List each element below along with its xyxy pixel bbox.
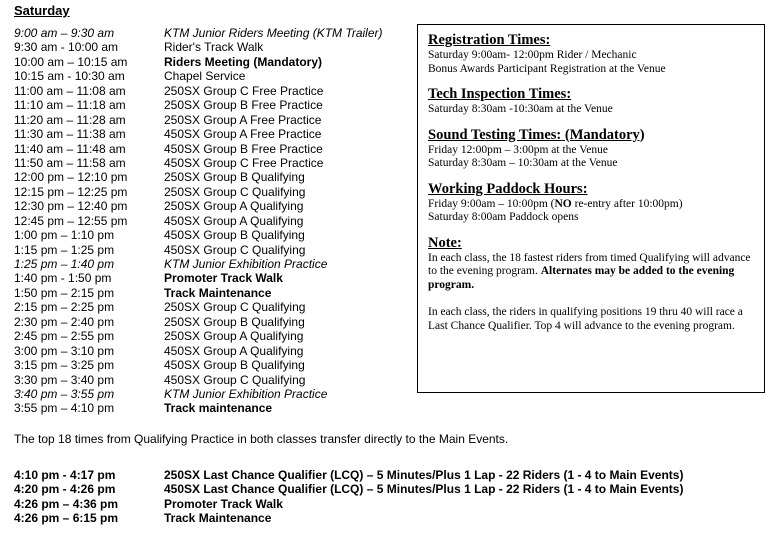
sound-title-main: Sound Testing Times:: [428, 126, 562, 143]
schedule-event: 450SX Group C Qualifying: [164, 242, 306, 257]
schedule-row: [14, 329, 414, 343]
registration-section: [428, 32, 754, 76]
schedule-event: 250SX Group B Qualifying: [164, 170, 305, 185]
schedule-time: 12:00 pm – 12:10 pm: [14, 170, 128, 185]
schedule-time: 12:30 pm – 12:40 pm: [14, 199, 128, 214]
schedule-row: [14, 98, 414, 112]
schedule-row: [14, 69, 414, 83]
schedule-event: 450SX Group A Qualifying: [164, 343, 304, 358]
schedule-time: 3:55 pm – 4:10 pm: [14, 401, 115, 416]
schedule-time: 2:15 pm – 2:25 pm: [14, 300, 115, 315]
tech-section: [428, 86, 754, 117]
schedule-time: 11:50 am – 11:58 am: [14, 155, 126, 170]
schedule-event: 250SX Group C Qualifying: [164, 300, 306, 315]
schedule-row: [14, 401, 414, 415]
schedule-event: 250SX Group B Free Practice: [164, 98, 323, 113]
schedule-row: [14, 358, 414, 372]
schedule-time: 11:10 am – 11:18 am: [14, 98, 126, 113]
note-title: Note:: [428, 234, 462, 251]
schedule-time: 1:40 pm - 1:50 pm: [14, 271, 112, 286]
schedule-time: 12:45 pm – 12:55 pm: [14, 213, 128, 228]
qualifying-summary: The top 18 times from Qualifying Practice in both classes transfer directly to the Main Events.: [14, 432, 509, 446]
note-para-a: In each class, the 18 fastest riders from timed Qualifying will advance to the evening program.: [428, 251, 751, 277]
schedule-event: Riders Meeting (Mandatory): [164, 54, 323, 69]
note-paragraph: In each class, the riders in qualifying positions 19 thru 40 will race a Last Chance Qualifier. Top 4 will advance to the evening program.: [428, 306, 743, 332]
schedule-time: 11:20 am – 11:28 am: [14, 112, 126, 127]
tech-title: Tech Inspection Times:: [428, 86, 572, 102]
schedule-row: [14, 482, 774, 496]
schedule-time: 2:30 pm – 2:40 pm: [14, 314, 115, 329]
schedule-row: [14, 286, 414, 300]
schedule-row: [14, 373, 414, 387]
schedule-event: 250SX Group A Free Practice: [164, 112, 322, 127]
schedule-event: KTM Junior Exhibition Practice: [164, 386, 328, 401]
paddock-line: Saturday 8:00am Paddock opens: [428, 211, 579, 223]
schedule-event: KTM Junior Exhibition Practice: [164, 257, 328, 271]
schedule-time: 11:40 am – 11:48 am: [14, 141, 126, 156]
schedule-event: 450SX Group C Qualifying: [164, 372, 306, 387]
schedule-row: [14, 156, 414, 170]
schedule-time: 1:15 pm – 1:25 pm: [14, 242, 115, 257]
schedule-event: 450SX Group A Free Practice: [164, 127, 322, 142]
paddock-line: [428, 198, 754, 212]
schedule-row: [14, 511, 774, 525]
schedule-time: 1:25 pm – 1:40 pm: [14, 257, 115, 271]
schedule-time: 4:20 pm - 4:26 pm: [14, 482, 116, 497]
paddock-section: [428, 181, 754, 225]
schedule-event: Chapel Service: [164, 69, 246, 84]
schedule-time: 4:26 pm – 6:15 pm: [14, 511, 119, 526]
schedule-event: Track maintenance: [164, 401, 273, 416]
schedule-event: 250SX Group C Qualifying: [164, 184, 306, 199]
schedule-event: Track Maintenance: [164, 511, 272, 526]
schedule-time: 4:26 pm – 4:36 pm: [14, 496, 119, 511]
schedule-event: Promoter Track Walk: [164, 496, 283, 511]
note-section: [428, 235, 754, 334]
paddock-line-no: NO: [554, 197, 572, 210]
schedule-time: 3:30 pm – 3:40 pm: [14, 372, 115, 387]
schedule-row: [14, 199, 414, 213]
schedule-time: 9:00 am – 9:30 am: [14, 26, 115, 40]
sound-line: Saturday 8:30am – 10:30am at the Venue: [428, 157, 618, 169]
lcq-schedule-list: [14, 468, 774, 526]
schedule-event: 250SX Last Chance Qualifier (LCQ) – 5 Minutes/Plus 1 Lap - 22 Riders (1 - 4 to Main Events): [164, 468, 684, 482]
schedule-time: 3:00 pm – 3:10 pm: [14, 343, 115, 358]
schedule-row: [14, 127, 414, 141]
note-paragraph: [428, 252, 754, 293]
info-box: [417, 24, 765, 393]
tech-line: Saturday 8:30am -10:30am at the Venue: [428, 103, 613, 115]
schedule-list: [14, 26, 414, 416]
schedule-time: 10:00 am – 10:15 am: [14, 54, 128, 69]
schedule-row: [14, 271, 414, 285]
schedule-time: 9:30 am - 10:00 am: [14, 40, 119, 55]
schedule-time: 11:00 am – 11:08 am: [14, 83, 126, 98]
schedule-event: 450SX Group B Free Practice: [164, 141, 323, 156]
registration-line: Saturday 9:00am- 12:00pm Rider / Mechanic: [428, 49, 637, 61]
paddock-title: Working Paddock Hours:: [428, 180, 588, 197]
schedule-row: [14, 257, 414, 271]
schedule-time: 1:00 pm – 1:10 pm: [14, 228, 115, 243]
schedule-row: [14, 228, 414, 242]
schedule-event: 450SX Group B Qualifying: [164, 228, 305, 243]
schedule-event: 250SX Group A Qualifying: [164, 199, 304, 214]
schedule-row: [14, 468, 774, 482]
sound-title-suffix: (Mandatory): [561, 126, 645, 143]
schedule-row: [14, 170, 414, 184]
schedule-time: 10:15 am - 10:30 am: [14, 69, 125, 84]
sound-line: Friday 12:00pm – 3:00pm at the Venue: [428, 143, 608, 156]
schedule-event: 450SX Group A Qualifying: [164, 213, 304, 228]
schedule-event: 250SX Group C Free Practice: [164, 83, 324, 98]
schedule-event: Promoter Track Walk: [164, 271, 283, 286]
schedule-row: [14, 113, 414, 127]
schedule-row: [14, 243, 414, 257]
sound-title: [428, 127, 754, 144]
schedule-row: [14, 40, 414, 54]
schedule-time: 4:10 pm - 4:17 pm: [14, 468, 116, 482]
schedule-event: 450SX Group C Free Practice: [164, 155, 324, 170]
day-heading: Saturday: [14, 3, 70, 18]
schedule-time: 3:15 pm – 3:25 pm: [14, 358, 115, 373]
schedule-row: [14, 315, 414, 329]
schedule-time: 1:50 pm – 2:15 pm: [14, 285, 115, 300]
schedule-row: [14, 142, 414, 156]
schedule-event: 450SX Group B Qualifying: [164, 358, 305, 373]
schedule-time: 11:30 am – 11:38 am: [14, 127, 126, 142]
schedule-row: [14, 55, 414, 69]
sound-section: [428, 127, 754, 171]
schedule-row: [14, 344, 414, 358]
note-para-bold: Alternates may be added to the evening program.: [428, 265, 735, 291]
schedule-row: [14, 214, 414, 228]
schedule-row: [14, 387, 414, 401]
schedule-row: [14, 26, 414, 40]
schedule-row: [14, 497, 774, 511]
registration-line: Bonus Awards Participant Registration at the Venue: [428, 62, 666, 75]
schedule-event: Rider's Track Walk: [164, 40, 264, 55]
schedule-time: 12:15 pm – 12:25 pm: [14, 184, 128, 199]
schedule-event: KTM Junior Riders Meeting (KTM Trailer): [164, 26, 383, 40]
schedule-event: 450SX Last Chance Qualifier (LCQ) – 5 Minutes/Plus 1 Lap - 22 Riders (1 - 4 to Main Events): [164, 482, 684, 497]
schedule-event: Track Maintenance: [164, 285, 272, 300]
schedule-time: 2:45 pm – 2:55 pm: [14, 329, 115, 344]
paddock-line-c: re-entry after 10:00pm): [571, 197, 683, 210]
schedule-event: 250SX Group A Qualifying: [164, 329, 304, 344]
schedule-event: 250SX Group B Qualifying: [164, 314, 305, 329]
schedule-row: [14, 300, 414, 314]
registration-title: Registration Times:: [428, 32, 551, 48]
paddock-line-a: Friday 9:00am – 10:00pm (: [428, 197, 555, 210]
schedule-time: 3:40 pm – 3:55 pm: [14, 386, 115, 401]
schedule-row: [14, 185, 414, 199]
schedule-row: [14, 84, 414, 98]
